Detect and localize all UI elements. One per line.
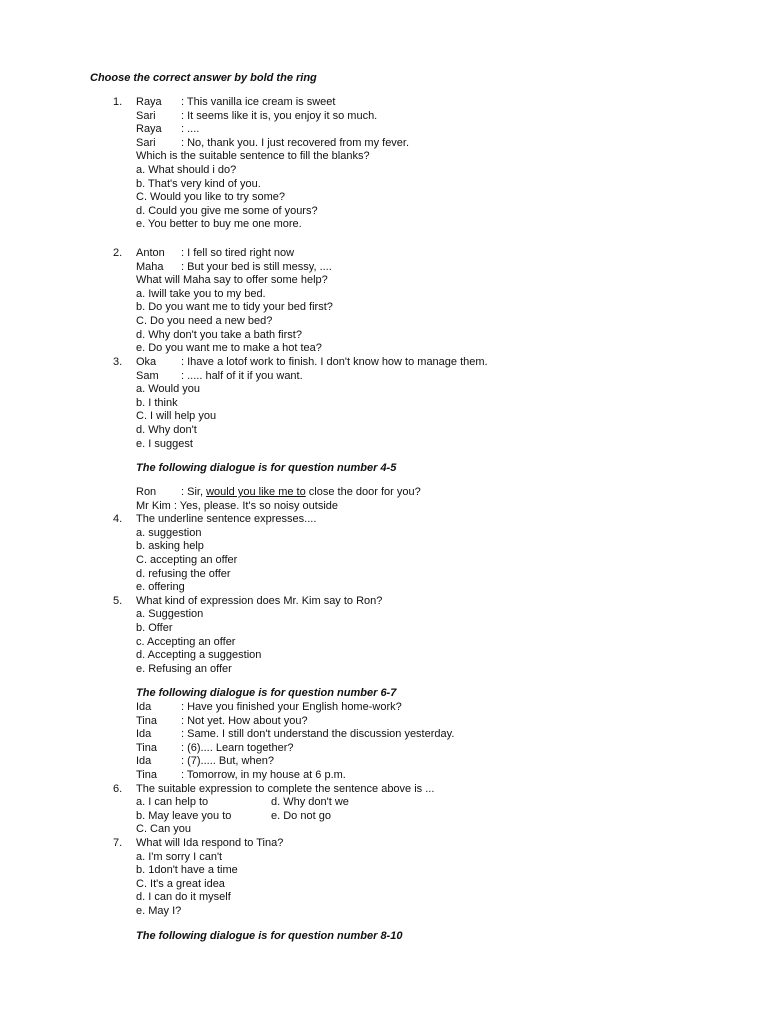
question-text: What will Ida respond to Tina? <box>136 836 284 849</box>
underlined-phrase: would you like me to <box>206 486 306 498</box>
option-e[interactable]: e. You better to buy me one more. <box>136 218 302 231</box>
question-text: The suitable expression to complete the sentence above is ... <box>136 782 435 795</box>
question-6 <box>0 783 768 797</box>
speaker: Tina <box>136 714 157 727</box>
speaker: Sari <box>136 109 156 122</box>
option-row <box>0 796 768 810</box>
option-e[interactable]: e. Do you want me to make a hot tea? <box>136 342 322 355</box>
option-b[interactable]: b. Do you want me to tidy your bed first? <box>136 301 333 314</box>
dialogue-line <box>0 701 768 715</box>
speaker: Oka <box>136 356 157 368</box>
option-a[interactable]: a. Iwill take you to my bed. <box>136 287 266 300</box>
speaker: Ida <box>136 755 152 768</box>
dialogue-text: : No, thank you. I just recovered from my fever. <box>181 136 410 149</box>
option-b[interactable]: b. asking help <box>136 540 204 553</box>
option-d[interactable]: d. Why don't you take a bath first? <box>136 328 302 341</box>
question-number: 1. <box>113 96 123 108</box>
option-a[interactable]: a. I can help to <box>136 796 209 809</box>
speaker: Tina <box>136 768 157 781</box>
option-a[interactable]: a. What should i do? <box>136 163 237 176</box>
option-a[interactable]: a. suggestion <box>136 526 202 539</box>
dialogue-line <box>0 769 768 783</box>
dialogue-text: : I fell so tired right now <box>181 247 295 259</box>
question-7 <box>0 837 768 851</box>
dialogue-line <box>0 728 768 742</box>
dialogue-text: : Same. I still don't understand the discussion yesterday. <box>181 728 455 741</box>
option-b[interactable]: b. 1don't have a time <box>136 864 238 877</box>
dialogue-text: : Tomorrow, in my house at 6 p.m. <box>181 768 346 781</box>
question-number: 5. <box>113 594 123 607</box>
option-c[interactable]: c. Accepting an offer <box>136 635 236 648</box>
option-c[interactable]: C. It's a great idea <box>136 877 225 890</box>
option-e[interactable]: e. May I? <box>136 904 182 917</box>
speaker: Raya <box>136 123 162 136</box>
option-e[interactable]: e. I suggest <box>136 437 193 450</box>
option-d[interactable]: d. Why don't <box>136 423 197 436</box>
question-number: 3. <box>113 356 123 368</box>
speaker: Ida <box>136 728 152 741</box>
question-2 <box>0 247 768 356</box>
section-heading-4-5: The following dialogue is for question number 4-5 <box>136 462 397 474</box>
option-d[interactable]: d. Why don't we <box>271 796 349 809</box>
dialogue-text: : It seems like it is, you enjoy it so much. <box>181 109 378 122</box>
dialogue-line <box>0 370 768 384</box>
option-b[interactable]: b. I think <box>136 396 178 409</box>
section-heading-8-10: The following dialogue is for question number 8-10 <box>136 930 403 942</box>
dialogue-line <box>0 356 768 370</box>
option-c[interactable]: C. Can you <box>136 823 192 836</box>
question-number: 2. <box>113 247 123 259</box>
option-c[interactable]: C. Do you need a new bed? <box>136 314 273 327</box>
dialogue-text: : ..... half of it if you want. <box>181 369 303 382</box>
question-text: Which is the suitable sentence to fill the blanks? <box>136 150 370 163</box>
dialogue-line <box>0 715 768 729</box>
speaker: Tina <box>136 741 157 754</box>
dialogue-6-7 <box>0 701 768 919</box>
speaker: Ron <box>136 486 157 498</box>
option-b[interactable]: b. That's very kind of you. <box>136 177 261 190</box>
option-row <box>0 810 768 824</box>
dialogue-line <box>0 755 768 769</box>
option-d[interactable]: d. Could you give me some of yours? <box>136 204 318 217</box>
dialogue-line <box>0 486 768 500</box>
dialogue-text: : But your bed is still messy, .... <box>181 260 332 273</box>
option-a[interactable]: a. Suggestion <box>136 608 204 621</box>
dialogue-line <box>0 123 768 137</box>
dialogue-text: : Ihave a lotof work to finish. I don't know how to manage them. <box>181 356 488 368</box>
option-d[interactable]: d. I can do it myself <box>136 891 231 904</box>
speaker: Maha <box>136 260 164 273</box>
dialogue-text: : Have you finished your English home-work? <box>181 701 402 713</box>
speaker: Ida <box>136 701 152 713</box>
dialogue-text: : (6).... Learn together? <box>181 741 294 754</box>
question-number: 4. <box>113 513 123 526</box>
dialogue-text: : .... <box>181 123 200 136</box>
question-number: 6. <box>113 782 123 795</box>
option-a[interactable]: a. Would you <box>136 383 201 396</box>
question-text: The underline sentence expresses.... <box>136 513 317 526</box>
question-4 <box>0 513 768 527</box>
dialogue-text: : (7)..... But, when? <box>181 755 274 768</box>
dialogue-text: : This vanilla ice cream is sweet <box>181 96 336 108</box>
speaker: Sari <box>136 136 156 149</box>
dialogue-line <box>0 261 768 275</box>
option-c[interactable]: C. accepting an offer <box>136 553 238 566</box>
dialogue-line <box>0 742 768 756</box>
question-text: What will Maha say to offer some help? <box>136 274 328 287</box>
dialogue-line <box>0 137 768 151</box>
option-e[interactable]: e. Do not go <box>271 809 331 822</box>
option-d[interactable]: d. Accepting a suggestion <box>136 649 262 662</box>
option-b[interactable]: b. Offer <box>136 621 173 634</box>
option-d[interactable]: d. refusing the offer <box>136 567 231 580</box>
speaker: Anton <box>136 247 165 259</box>
option-e[interactable]: e. Refusing an offer <box>136 662 232 675</box>
question-1 <box>0 96 768 232</box>
question-3 <box>0 356 768 451</box>
speaker: Raya <box>136 96 162 108</box>
question-number: 7. <box>113 836 123 849</box>
dialogue-line <box>0 500 768 514</box>
question-text: What kind of expression does Mr. Kim say to Ron? <box>136 594 383 607</box>
dialogue-text: : Not yet. How about you? <box>181 714 308 727</box>
option-c[interactable]: C. I will help you <box>136 410 217 423</box>
section-heading-6-7: The following dialogue is for question number 6-7 <box>136 687 397 699</box>
dialogue-text: : Sir, would you like me to close the door for you? <box>181 486 421 498</box>
instruction-title: Choose the correct answer by bold the ring <box>90 72 317 84</box>
dialogue-4-5 <box>0 486 768 676</box>
dialogue-text: Mr Kim : Yes, please. It's so noisy outside <box>136 499 339 512</box>
option-a[interactable]: a. I'm sorry I can't <box>136 850 223 863</box>
speaker: Sam <box>136 369 159 382</box>
dialogue-line <box>0 110 768 124</box>
option-e[interactable]: e. offering <box>136 581 185 594</box>
option-b[interactable]: b. May leave you to <box>136 809 232 822</box>
dialogue-line <box>0 96 768 110</box>
dialogue-line <box>0 247 768 261</box>
option-c[interactable]: C. Would you like to try some? <box>136 191 285 204</box>
question-5 <box>0 595 768 609</box>
